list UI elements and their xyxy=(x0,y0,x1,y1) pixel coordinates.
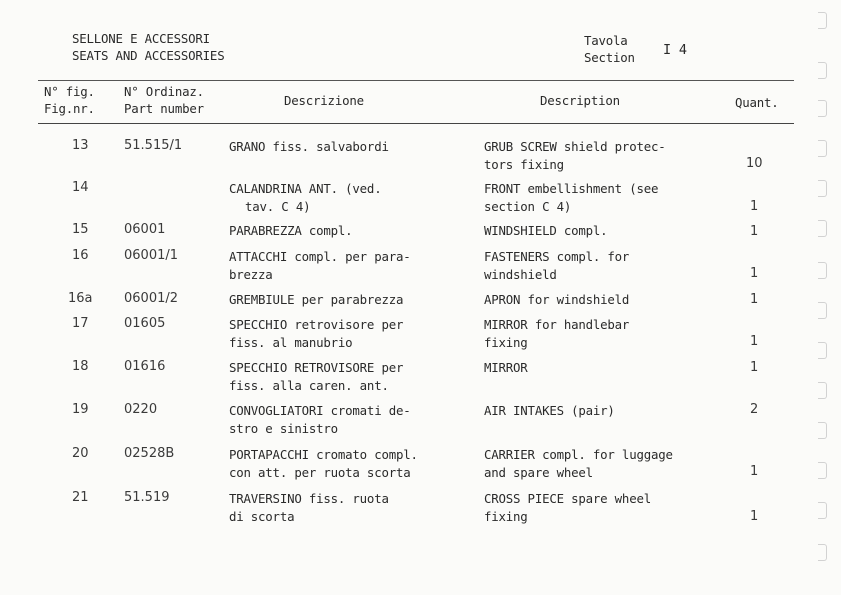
fig-number: 17 xyxy=(72,316,89,331)
description-english: CROSS PIECE spare wheel fixing xyxy=(484,491,651,524)
edge-tab xyxy=(818,62,827,79)
quantity: 1 xyxy=(750,464,759,479)
edge-tab xyxy=(818,12,827,29)
description-english: CARRIER compl. for luggage and spare wheel xyxy=(484,447,673,480)
description-italian: GREMBIULE per parabrezza xyxy=(229,292,404,307)
description-italian: PARABREZZA compl. xyxy=(229,223,353,238)
quantity: 2 xyxy=(750,402,759,417)
quantity: 1 xyxy=(750,360,759,375)
header-rule-top xyxy=(38,80,794,81)
description-english: WINDSHIELD compl. xyxy=(484,223,608,238)
description-english: MIRROR for handlebar fixing xyxy=(484,317,630,350)
section-label: Section xyxy=(584,50,635,65)
quantity: 1 xyxy=(750,266,759,281)
col-desc-it: Descrizione xyxy=(284,93,364,108)
col-fig-en: Fig.nr. xyxy=(44,101,95,116)
description-english: FRONT embellishment (see section C 4) xyxy=(484,181,659,214)
title-english: SEATS AND ACCESSORIES xyxy=(72,48,225,63)
tavola-label: Tavola xyxy=(584,33,628,48)
quantity: 1 xyxy=(750,199,759,214)
fig-number: 19 xyxy=(72,402,89,417)
header-rule-bottom xyxy=(38,123,794,124)
description-italian: PORTAPACCHI cromato compl. con att. per ruota scorta xyxy=(229,447,418,480)
edge-tab xyxy=(818,502,827,519)
fig-number: 15 xyxy=(72,222,89,237)
part-number: 51.519 xyxy=(124,490,170,505)
description-italian: GRANO fiss. salvabordi xyxy=(229,139,389,154)
part-number: 51.515/1 xyxy=(124,138,183,153)
quantity: 10 xyxy=(746,156,763,171)
part-number: 01605 xyxy=(124,316,166,331)
edge-tab xyxy=(818,302,827,319)
edge-tab xyxy=(818,220,827,237)
edge-tab xyxy=(818,544,827,561)
part-number: 06001/1 xyxy=(124,248,179,263)
quantity: 1 xyxy=(750,224,759,239)
col-qty: Quant. xyxy=(735,95,779,110)
edge-tab xyxy=(818,140,827,157)
description-italian: CONVOGLIATORI cromati de- stro e sinistro xyxy=(229,403,411,436)
description-english: AIR INTAKES (pair) xyxy=(484,403,615,418)
edge-tab xyxy=(818,100,827,117)
quantity: 1 xyxy=(750,509,759,524)
fig-number: 20 xyxy=(72,446,89,461)
fig-number: 16 xyxy=(72,248,89,263)
part-number: 06001/2 xyxy=(124,291,179,306)
description-english: GRUB SCREW shield protec- tors fixing xyxy=(484,139,666,172)
fig-number: 21 xyxy=(72,490,89,505)
title-italian: SELLONE E ACCESSORI xyxy=(72,31,210,46)
description-italian: CALANDRINA ANT. (ved. tav. C 4) xyxy=(229,181,382,214)
col-desc-en: Description xyxy=(540,93,620,108)
edge-tab xyxy=(818,262,827,279)
quantity: 1 xyxy=(750,334,759,349)
fig-number: 14 xyxy=(72,180,89,195)
description-english: MIRROR xyxy=(484,360,528,375)
edge-tab xyxy=(818,180,827,197)
fig-number: 18 xyxy=(72,359,89,374)
section-code: I 4 xyxy=(663,42,687,58)
description-italian: ATTACCHI compl. per para- brezza xyxy=(229,249,411,282)
part-number: 0220 xyxy=(124,402,158,417)
description-english: APRON for windshield xyxy=(484,292,630,307)
edge-tab xyxy=(818,422,827,439)
col-order-it: N° Ordinaz. xyxy=(124,84,204,99)
description-italian: SPECCHIO RETROVISORE per fiss. alla caren. ant. xyxy=(229,360,404,393)
col-order-en: Part number xyxy=(124,101,204,116)
edge-tab xyxy=(818,342,827,359)
description-english: FASTENERS compl. for windshield xyxy=(484,249,630,282)
part-number: 02528B xyxy=(124,446,175,461)
edge-tab xyxy=(818,382,827,399)
edge-tab xyxy=(818,462,827,479)
fig-number: 13 xyxy=(72,138,89,153)
col-fig-it: N° fig. xyxy=(44,84,95,99)
fig-number: 16a xyxy=(68,291,93,306)
description-italian: TRAVERSINO fiss. ruota di scorta xyxy=(229,491,389,524)
description-italian: SPECCHIO retrovisore per fiss. al manubrio xyxy=(229,317,404,350)
part-number: 06001 xyxy=(124,222,166,237)
quantity: 1 xyxy=(750,292,759,307)
part-number: 01616 xyxy=(124,359,166,374)
